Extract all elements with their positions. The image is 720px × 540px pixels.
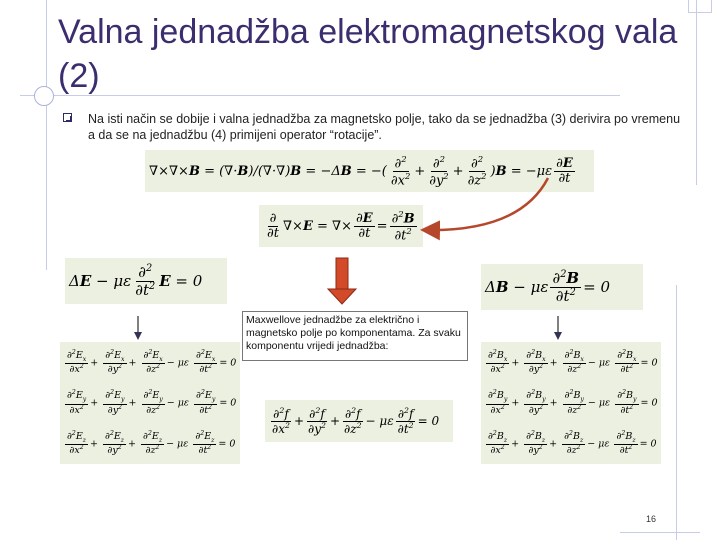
big-down-arrow-icon	[328, 258, 356, 304]
left-down-arrow-icon	[134, 316, 142, 340]
page-number: 16	[646, 514, 657, 524]
equation-E-y: $\frac{\partial^2E_y}{\partial x^2}$ + $\frac{\partial^2E_y}{\partial y^2}$ + $\frac{\partial^2E_y}{\partial z^2}$ − με $\frac{\partial^2E_y}{\partial t^2}$ = 0	[67, 389, 237, 416]
bullet-text: Na isti način se dobije i valna jednadžba za magnetsko polje, tako da se jednadžba (3) derivira po vremenu a da se na jednadžbu (4) primijeni operator “rotacije”.	[88, 112, 681, 142]
curved-arrow	[425, 178, 548, 230]
equation-E-z: $\frac{\partial^2E_z}{\partial x^2}$ + $\frac{\partial^2E_z}{\partial y^2}$ + $\frac{\partial^2E_z}{\partial z^2}$ − με $\frac{\partial^2E_z}{\partial t^2}$ = 0	[67, 429, 236, 457]
callout-text: Maxwellove jednadžbe za električno i magnetsko polje po komponentama. Za svaku komponentu vrijedi jednadžba:	[242, 311, 468, 361]
equation-curl-time: $\frac{\partial}{\partial t}$ ∇×E = ∇× $\frac{\partial E}{\partial t}$ = $\frac{\partial^2B}{\partial t^2}$	[259, 205, 423, 247]
equation-curl-curl-B: ∇×∇×B = (∇·B)/(∇·∇)B = −ΔB = −( $\frac{\partial^2}{\partial x^2}$ + $\frac{\partial^2}{\partial y^2}$ + $\frac{\partial^2}{\partial z^2}$ )B = −με $\frac{\partial E}{\partial t}$	[145, 150, 594, 192]
equation-B-x: $\frac{\partial^2B_x}{\partial x^2}$ + $\frac{\partial^2B_x}{\partial y^2}$ + $\frac{\partial^2B_x}{\partial z^2}$ − με $\frac{\partial^2B_x}{\partial t^2}$ = 0	[488, 348, 658, 376]
slide-title: Valna jednadžba elektromagnetskog vala (2)	[58, 13, 678, 95]
equation-wave-B: ΔB − με $\frac{\partial^2B}{\partial t^2}$ = 0	[481, 264, 643, 310]
equation-wave-E: ΔE − με $\frac{\partial^2}{\partial t^2}$ E = 0	[65, 258, 227, 304]
right-down-arrow-icon	[554, 316, 562, 340]
equation-E-x: $\frac{\partial^2E_x}{\partial x^2}$ + $\frac{\partial^2E_x}{\partial y^2}$ + $\frac{\partial^2E_x}{\partial z^2}$ − με $\frac{\partial^2E_x}{\partial t^2}$ = 0	[67, 348, 237, 376]
equation-B-z: $\frac{\partial^2B_z}{\partial x^2}$ + $\frac{\partial^2B_z}{\partial y^2}$ + $\frac{\partial^2B_z}{\partial z^2}$ − με $\frac{\partial^2B_z}{\partial t^2}$ = 0	[488, 429, 657, 457]
equation-B-y: $\frac{\partial^2B_y}{\partial x^2}$ + $\frac{\partial^2B_y}{\partial y^2}$ + $\frac{\partial^2B_y}{\partial z^2}$ − με $\frac{\partial^2B_y}{\partial t^2}$ = 0	[488, 389, 658, 416]
equation-generic-f: $\frac{\partial^2f}{\partial x^2}$ + $\frac{\partial^2f}{\partial y^2}$ + $\frac{\partial^2f}{\partial z^2}$ − με $\frac{\partial^2f}{\partial t^2}$ = 0	[265, 400, 453, 442]
